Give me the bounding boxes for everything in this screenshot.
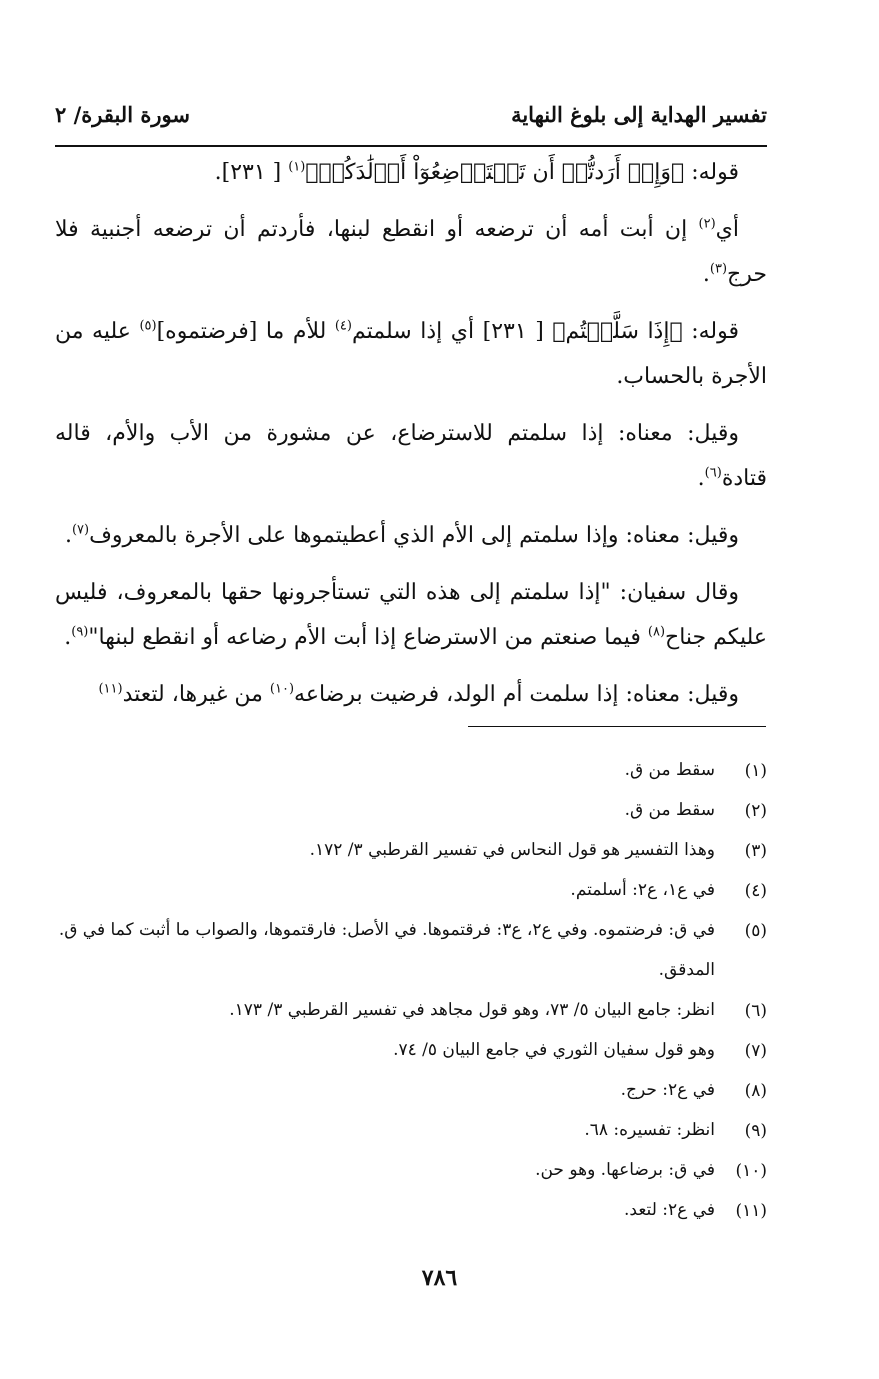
paragraph-5 [55,513,767,558]
quran-verse: ﴿إِذَا سَلَّمۡتُم﴾ [552,319,683,344]
footnote-item [55,870,767,910]
paragraph-7 [55,672,767,717]
text: فيما صنعتم من الاسترضاع إذا أبت الأم رضاعه أو انقطع لبنها" [88,625,648,650]
footnote-text: سقط من ق. [624,760,715,780]
footnote-number: (٤) [744,881,767,901]
footnote-ref: (١) [288,159,306,175]
footnote-text: وهو قول سفيان الثوري في جامع البيان ٥/ ٧٤. [393,1040,715,1060]
footnote-divider [468,726,766,727]
footnote-item [55,990,767,1030]
quran-verse: ﴿وَإِنۡ أَرَدتُّمۡ أَن تَسۡتَرۡضِعُوٓاْ أَوۡلَٰدَكُمۡ﴾ [305,160,685,185]
footnote-item [55,1070,767,1110]
footnote-text: في ع٢: لتعد. [624,1200,715,1220]
footnote-item [55,910,767,990]
footnote-text: في ع٢: حرج. [620,1080,715,1100]
footnote-ref: (١١) [98,681,123,697]
book-title: تفسير الهداية إلى بلوغ النهاية [511,102,767,127]
footnote-number: (٦) [744,1001,767,1021]
text: من غيرها، لتعتد [122,682,270,707]
page-number: ٧٨٦ [421,1265,458,1291]
running-header [55,100,767,136]
main-text [55,150,767,729]
footnote-number: (٥) [744,921,767,941]
footnotes [55,750,767,1230]
footnote-ref: (٧) [71,522,90,538]
footnote-number: (٩) [744,1121,767,1141]
text: قوله: [682,319,739,344]
footnote-text: في ع١، ع٢: أسلمتم. [570,880,715,900]
footnote-text: في ق: برضاعها. وهو حن. [535,1160,715,1180]
footnote-item [55,1150,767,1190]
footnote-text: وهذا التفسير هو قول النحاس في تفسير القرطبي ٣/ ١٧٢. [309,840,715,860]
paragraph-3 [55,309,767,399]
text: وقال سفيان: "إذا سلمتم إلى هذه التي تستأجرونها حقها بالمعروف، فليس عليكم جناح [55,580,767,650]
paragraph-1 [55,150,767,195]
text: وقيل: معناه: إذا سلمتم للاسترضاع، عن مشورة من الأب والأم، قاله قتادة [55,421,767,491]
header-divider [55,145,767,147]
footnote-text: سقط من ق. [624,800,715,820]
surah-label: سورة البقرة/ ٢ [55,102,190,127]
footnote-text: انظر: جامع البيان ٥/ ٧٣، وهو قول مجاهد في تفسير القرطبي ٣/ ١٧٣. [229,1000,715,1020]
paragraph-4 [55,411,767,501]
footnote-item [55,750,767,790]
text: وقيل: معناه: وإذا سلمتم إلى الأم الذي أعطيتموها على الأجرة بالمعروف [89,523,739,548]
footnote-number: (٢) [744,801,767,821]
paragraph-2 [55,207,767,297]
text: . [697,466,705,491]
text: . [702,262,710,287]
footnote-number: (١) [744,761,767,781]
footnote-text: انظر: تفسيره: ٦٨. [584,1120,715,1140]
text: إن أبت أمه أن ترضعه أو انقطع لبنها، فأردتم أن ترضعه أجنبية فلا حرج [55,217,767,287]
text: . [64,625,72,650]
footnote-ref: (٥) [139,318,157,334]
footnote-item [55,830,767,870]
paragraph-6 [55,570,767,660]
footnote-number: (٣) [744,841,767,861]
text: [ ٢٣١] أي إذا سلمتم [351,319,553,344]
footnote-ref: (٤) [334,318,352,334]
text: وقيل: معناه: إذا سلمت أم الولد، فرضيت برضاعه [294,682,739,707]
text: قوله: [684,160,739,185]
footnote-text: في ق: فرضتموه. وفي ع٢، ع٣: فرقتموها. في الأصل: فارقتموها، والصواب ما أثبت كما في ق. المدقق. [58,920,715,980]
footnote-ref: (٣) [709,261,728,277]
footnote-ref: (١٠) [269,681,295,697]
text: للأم ما [فرضتموه] [156,319,335,344]
footnote-number: (٨) [744,1081,767,1101]
text: أي [715,217,739,242]
footnote-ref: (٦) [704,465,722,481]
footnote-ref: (٨) [647,624,666,640]
footnote-item [55,1190,767,1230]
footnote-number: (٧) [744,1041,767,1061]
footnote-ref: (٩) [71,624,89,640]
text: [ ٢٣١]. [214,160,289,185]
footnote-item [55,1030,767,1070]
footnote-item [55,1110,767,1150]
text: عليه من الأجرة بالحساب. [55,319,767,389]
footnote-number: (١٠) [735,1161,767,1181]
footnote-item [55,790,767,830]
footnote-number: (١١) [735,1201,767,1221]
footnote-ref: (٢) [698,216,716,232]
text: . [64,523,72,548]
